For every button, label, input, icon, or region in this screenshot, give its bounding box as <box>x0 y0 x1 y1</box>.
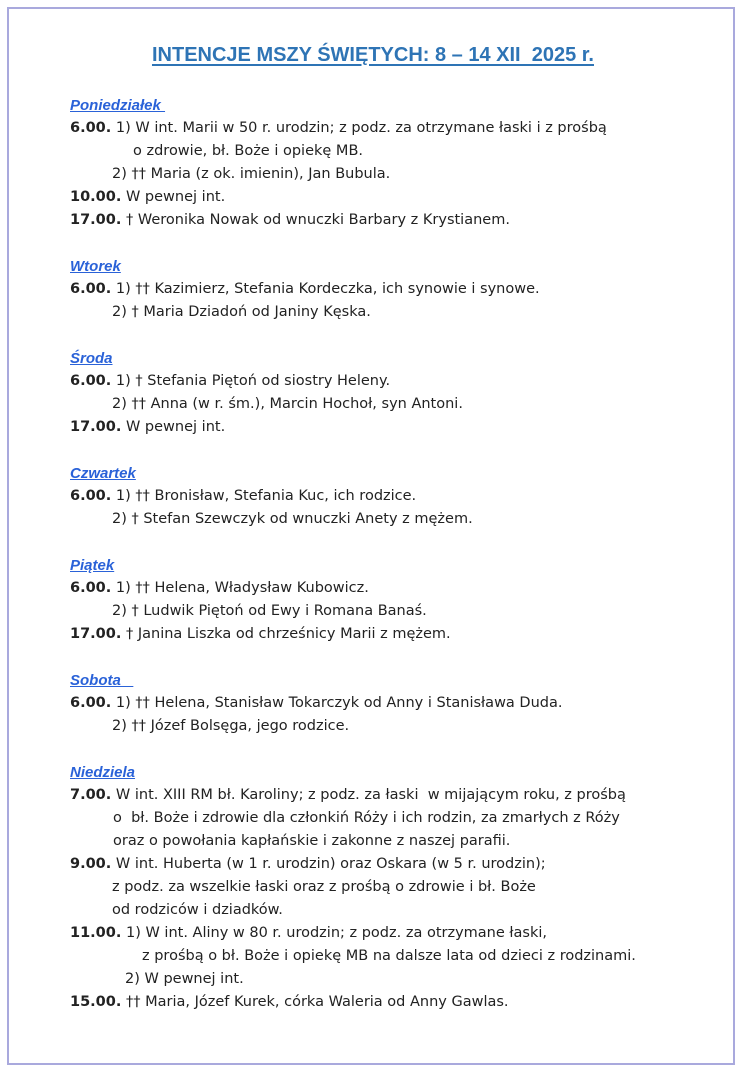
mass-time: 6.00. <box>70 695 112 711</box>
intention-text: 2) † Ludwik Piętoń od Ewy i Romana Banaś. <box>112 603 427 619</box>
mass-time: 15.00. <box>70 994 122 1010</box>
mass-time: 7.00. <box>70 787 112 803</box>
day-heading: Czwartek <box>70 465 136 482</box>
day-heading: Piątek <box>70 557 115 574</box>
intention-line <box>70 508 710 531</box>
intention-text: † Janina Liszka od chrześnicy Marii z mężem. <box>121 626 451 642</box>
intention-line <box>70 830 710 853</box>
intention-text: o zdrowie, bł. Boże i opiekę MB. <box>133 143 363 159</box>
intention-line <box>70 922 710 945</box>
intention-text: 1) W int. Marii w 50 r. urodzin; z podz. za otrzymane łaski i z prośbą <box>111 120 607 136</box>
intention-line <box>70 117 710 140</box>
intention-line <box>70 899 710 922</box>
intention-line <box>70 853 710 876</box>
day-heading: Wtorek <box>70 258 121 275</box>
schedule <box>70 94 710 1014</box>
mass-time: 17.00. <box>70 212 122 228</box>
intention-text: 2) †† Anna (w r. śm.), Marcin Hochoł, syn Antoni. <box>112 396 463 412</box>
day-tuesday <box>70 255 710 324</box>
intention-line <box>70 623 710 646</box>
intention-text: W int. Huberta (w 1 r. urodzin) oraz Oskara (w 5 r. urodzin); <box>111 856 546 872</box>
intention-text: z podz. za wszelkie łaski oraz z prośbą o zdrowie i bł. Boże <box>112 879 536 895</box>
mass-time: 17.00. <box>70 626 122 642</box>
intention-text: W pewnej int. <box>121 419 226 435</box>
intention-text: 1) †† Kazimierz, Stefania Kordeczka, ich synowie i synowe. <box>111 281 540 297</box>
intention-line <box>70 393 710 416</box>
page-title-text: INTENCJE MSZY ŚWIĘTYCH: 8 – 14 XII 2025 r. <box>151 44 594 66</box>
intention-line <box>70 784 710 807</box>
intention-text: † Weronika Nowak od wnuczki Barbary z Krystianem. <box>121 212 510 228</box>
intention-text: 1) †† Bronisław, Stefania Kuc, ich rodzice. <box>111 488 417 504</box>
mass-time: 6.00. <box>70 120 112 136</box>
intention-line <box>70 876 710 899</box>
mass-time: 17.00. <box>70 419 122 435</box>
mass-time: 6.00. <box>70 281 112 297</box>
day-saturday <box>70 669 710 738</box>
intention-text: 2) †† Józef Bolsęga, jego rodzice. <box>112 718 350 734</box>
intention-line <box>70 991 710 1014</box>
intention-line <box>70 807 710 830</box>
intention-line <box>70 485 710 508</box>
intention-text: 2) †† Maria (z ok. imienin), Jan Bubula. <box>112 166 391 182</box>
day-thursday <box>70 462 710 531</box>
intention-text: 2) W pewnej int. <box>125 971 244 987</box>
intention-text: †† Maria, Józef Kurek, córka Waleria od Anny Gawlas. <box>121 994 509 1010</box>
intention-text: 1) † Stefania Piętoń od siostry Heleny. <box>111 373 391 389</box>
day-heading: Niedziela <box>70 764 136 781</box>
intention-line <box>70 186 710 209</box>
intention-line <box>70 301 710 324</box>
intention-text: 2) † Maria Dziadoń od Janiny Kęska. <box>112 304 371 320</box>
day-heading: Środa <box>70 350 113 367</box>
intention-text: W int. XIII RM bł. Karoliny; z podz. za łaski w mijającym roku, z prośbą <box>111 787 626 803</box>
mass-time: 6.00. <box>70 373 112 389</box>
intention-line <box>70 163 710 186</box>
intention-line <box>70 209 710 232</box>
intention-line <box>70 968 710 991</box>
intention-text: W pewnej int. <box>121 189 226 205</box>
intention-line <box>70 278 710 301</box>
day-monday <box>70 94 710 232</box>
intention-line <box>70 715 710 738</box>
mass-time: 9.00. <box>70 856 112 872</box>
day-wednesday <box>70 347 710 439</box>
day-friday <box>70 554 710 646</box>
day-sunday <box>70 761 710 1014</box>
intention-text: 1) W int. Aliny w 80 r. urodzin; z podz. za otrzymane łaski, <box>121 925 547 941</box>
day-heading: Sobota <box>70 672 134 689</box>
day-heading: Poniedziałek <box>70 97 166 114</box>
intention-text: z prośbą o bł. Boże i opiekę MB na dalsze lata od dzieci z rodzinami. <box>142 948 636 964</box>
intention-line <box>70 140 710 163</box>
mass-time: 10.00. <box>70 189 122 205</box>
intention-text: o bł. Boże i zdrowie dla członkiń Róży i ich rodzin, za zmarłych z Róży <box>113 810 620 826</box>
intention-text: oraz o powołania kapłańskie i zakonne z naszej parafii. <box>113 833 511 849</box>
intention-text: 1) †† Helena, Stanisław Tokarczyk od Anny i Stanisława Duda. <box>111 695 563 711</box>
mass-time: 6.00. <box>70 488 112 504</box>
intention-text: 2) † Stefan Szewczyk od wnuczki Anety z mężem. <box>112 511 473 527</box>
mass-time: 6.00. <box>70 580 112 596</box>
mass-time: 11.00. <box>70 925 122 941</box>
intention-line <box>70 945 710 968</box>
intention-text: od rodziców i dziadków. <box>112 902 283 918</box>
page-title <box>0 44 746 67</box>
intention-text: 1) †† Helena, Władysław Kubowicz. <box>111 580 369 596</box>
intention-line <box>70 370 710 393</box>
intention-line <box>70 416 710 439</box>
intention-line <box>70 692 710 715</box>
intention-line <box>70 600 710 623</box>
intention-line <box>70 577 710 600</box>
